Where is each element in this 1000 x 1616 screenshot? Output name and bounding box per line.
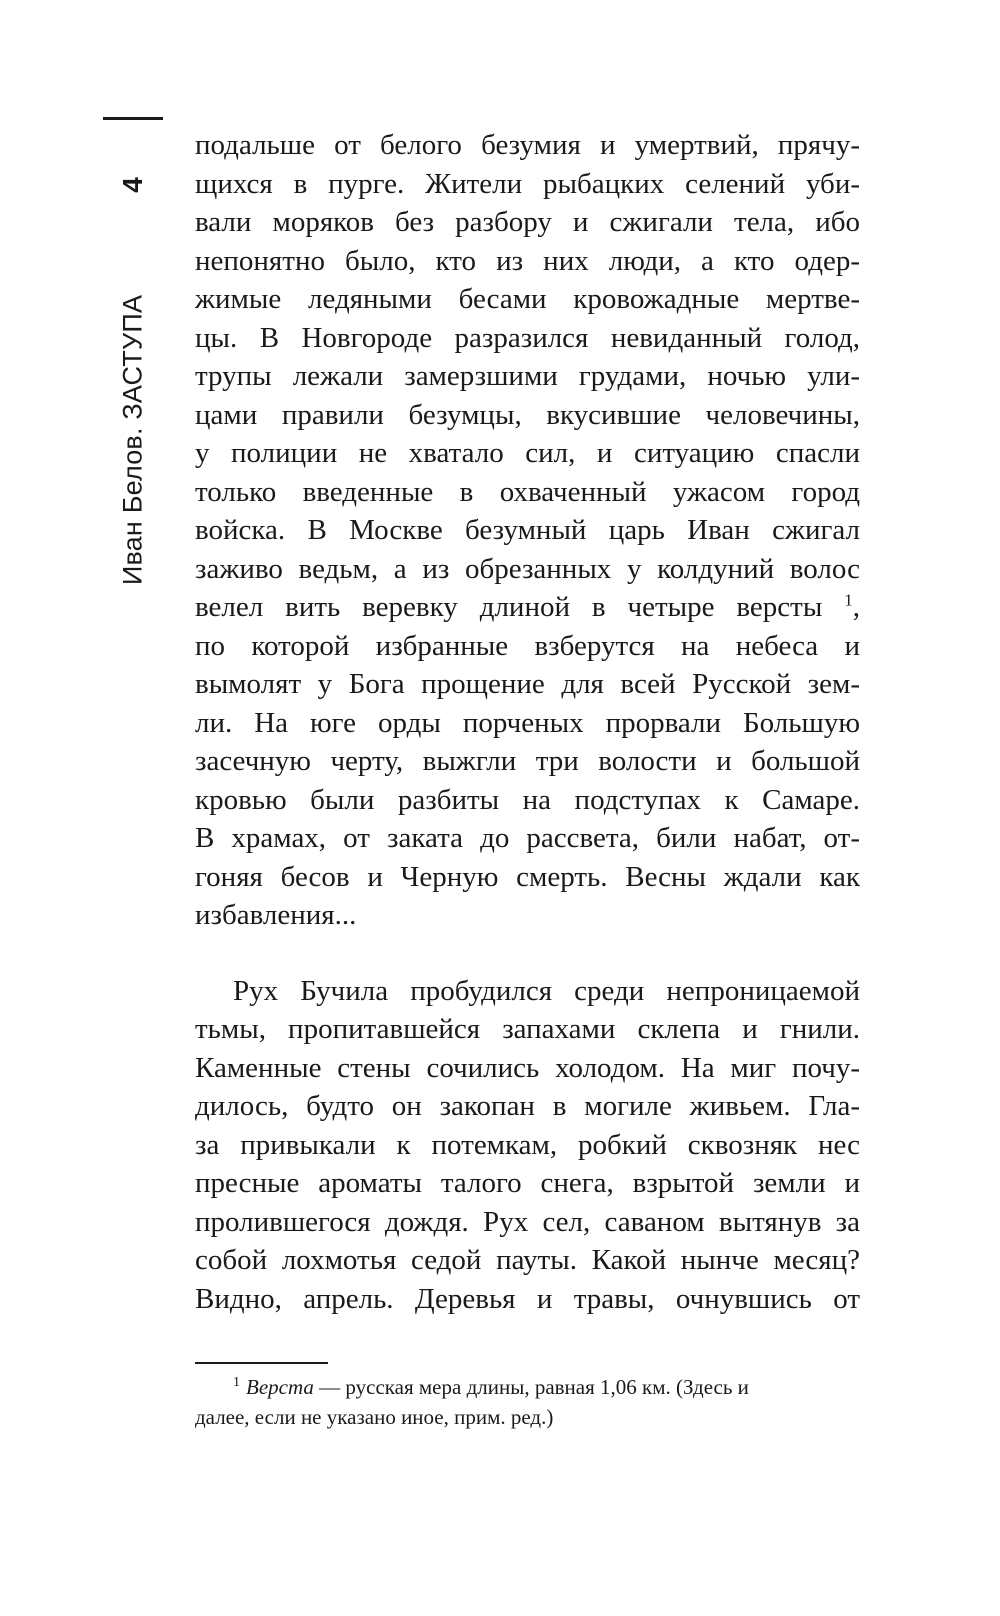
text-line [195,781,860,820]
text-line-content: войска. В Москве безумный царь Иван сжигал [195,514,860,546]
text-line-content: щихся в пурге. Жители рыбацких селений уби- [195,167,860,200]
text-line [195,319,860,358]
text-line [195,1010,860,1049]
text-line-content: подальше от белого безумия и умертвий, прячу- [195,129,860,161]
text-line [195,858,860,897]
footnote-line-1 [195,1372,860,1402]
paragraph-1 [195,126,860,935]
text-line-content: Каменные стены сочились холодом. На миг почу- [195,1051,860,1084]
text-line-content: велел вить веревку длиной в четыре версты [195,591,823,623]
text-line [195,1280,860,1319]
text-line-content: за привыкали к потемкам, робкий сквозняк нес [195,1128,860,1161]
text-line [195,165,860,204]
text-line-content: собой лохмотья седой пауты. Какой нынче месяц? [195,1244,860,1276]
text-line [195,126,860,165]
footnote-reference-comma: , [852,591,860,623]
text-line [195,704,860,743]
text-line [195,896,860,935]
footnote-text: — русская мера длины, равная 1,06 км. (Здесь и [313,1375,749,1399]
text-line [195,627,860,666]
text-line [195,1049,860,1088]
text-line [195,434,860,473]
text-line [195,203,860,242]
text-line-content: только введенные в охваченный ужасом город [195,475,860,508]
text-line [195,1203,860,1242]
paragraph-2 [195,972,860,1319]
text-line [195,588,860,627]
text-line [195,1126,860,1165]
text-line [195,819,860,858]
text-line [195,357,860,396]
footnote-rule [195,1362,328,1364]
text-line [195,742,860,781]
text-line [195,511,860,550]
text-line [195,1241,860,1280]
text-line [195,242,860,281]
footnote-line-2: далее, если не указано иное, прим. ред.) [195,1405,554,1429]
text-line-content: дилось, будто он закопан в могиле живьем. Гла- [195,1090,860,1122]
text-line [195,972,860,1011]
text-line-content: гоняя бесов и Черную смерть. Весны ждали как [195,860,860,893]
text-line-content: В храмах, от заката до рассвета, били набат, от- [195,822,860,854]
text-line-content: заживо ведьм, а из обрезанных у колдуний волос [195,552,860,585]
text-line-content: цы. В Новгороде разразился невиданный голод, [195,321,860,354]
text-line [195,396,860,435]
text-line-content: избавления... [195,899,357,931]
text-line [195,1087,860,1126]
text-line [195,1164,860,1203]
text-line [195,280,860,319]
page-number: 4 [117,177,148,193]
text-line [195,473,860,512]
body-text [195,126,860,1318]
text-line-content: у полиции не хватало сил, и ситуацию спасли [195,437,860,469]
top-rule [103,117,163,120]
text-line-content: цами правили безумцы, вкусившие человечины, [195,398,860,431]
text-line [195,550,860,589]
text-line-content: Рух Бучила пробудился среди непроницаемой [233,974,860,1007]
text-line-content: пресные ароматы талого снега, взрытой земли и [195,1167,860,1199]
paragraph-gap [195,935,860,972]
text-line-content: пролившегося дождя. Рух сел, саваном вытянув за [195,1205,860,1238]
text-line-content: жимые ледяными бесами кровожадные мертве- [195,283,860,315]
text-line-content: тьмы, пропитавшейся запахами склепа и гнили. [195,1013,860,1045]
text-line-content: кровью были разбиты на подступах к Самаре. [195,783,860,816]
text-line [195,665,860,704]
footnote [195,1372,860,1432]
footnote-number: 1 [233,1375,240,1390]
text-line-content: вымолят у Бога прощение для всей Русской зем- [195,668,860,700]
text-line-content: по которой избранные взберутся на небеса и [195,629,860,662]
text-line-content: Видно, апрель. Деревья и травы, очнувшись от [195,1282,860,1315]
text-line-content: вали моряков без разбору и сжигали тела, ибо [195,206,860,238]
footnote-reference[interactable]: 1 [844,590,853,610]
text-line-content: трупы лежали замерзшими грудами, ночью ули- [195,360,860,392]
text-line-content: ли. На юге орды порченых прорвали Большую [195,706,860,739]
text-line-content: непонятно было, кто из них люди, а кто одер- [195,244,860,277]
footnote-term: Верста [246,1375,314,1399]
running-head: Иван Белов. ЗАСТУПА [117,294,148,586]
text-line-content: засечную черту, выжгли три волости и большой [195,745,860,777]
